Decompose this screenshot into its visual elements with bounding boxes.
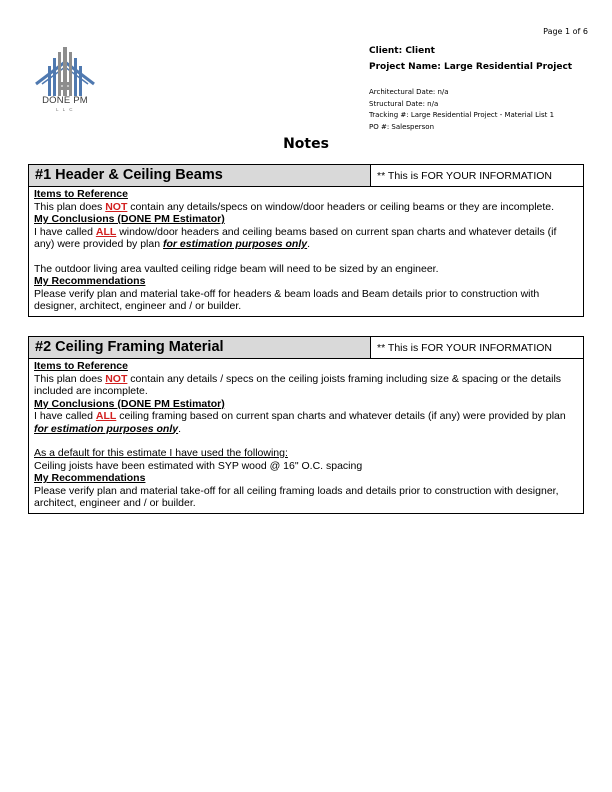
note-section-ceiling-framing (28, 336, 584, 514)
section-header (29, 165, 583, 187)
page-title: Notes (283, 136, 329, 152)
logo-text: DONE PM (42, 95, 88, 106)
conclusions-label: My Conclusions (DONE PM Estimator) (34, 397, 225, 410)
conclusions-text: I have called ALL ceiling framing based on current span charts and whatever details (if any) were provided by plan for estimation purposes only. (34, 410, 566, 435)
not-emphasis: NOT (105, 372, 128, 385)
all-emphasis: ALL (95, 225, 117, 238)
section-body (29, 359, 583, 513)
estimation-emphasis: for estimation purposes only (163, 238, 308, 250)
all-emphasis: ALL (95, 410, 117, 422)
section-title: #1 Header & Ceiling Beams (29, 165, 371, 186)
section-info: ** This is FOR YOUR INFORMATION (377, 342, 553, 354)
conclusions-label: My Conclusions (DONE PM Estimator) (34, 213, 225, 225)
recommendations-label: My Recommendations (34, 472, 146, 484)
note-section-header-beams (28, 164, 584, 317)
page-number: Page 1 of 6 (543, 27, 588, 36)
estimation-emphasis: for estimation purposes only (34, 422, 179, 435)
items-to-reference-label: Items to Reference (34, 360, 128, 372)
project-name: Project Name: Large Residential Project (369, 62, 573, 72)
po-number: PO #: Salesperson (369, 122, 435, 131)
client-name: Client: Client (369, 46, 435, 56)
section-title: #2 Ceiling Framing Material (29, 337, 371, 358)
section-header (29, 337, 583, 359)
logo-subtext: L L C (56, 107, 74, 112)
reference-text: This plan does NOT contain any details / specs on the ceiling joists framing including size & spacing or the details included are incomplete. (34, 372, 562, 397)
recommendations-text: Please verify plan and material take-off for headers & beam loads and Beam details prior to construction with designer, architect, engineer and / or builder. (34, 287, 540, 312)
section-body (29, 187, 583, 316)
reference-text: This plan does NOT contain any details/specs on window/door headers or ceiling beams or they are incomplete. (34, 200, 555, 213)
not-emphasis: NOT (105, 200, 128, 213)
recommendations-label: My Recommendations (34, 275, 146, 287)
conclusions-text: I have called ALL window/door headers and ceiling beams based on current span charts and whatever details (if any) were provided by plan for estimation purposes only. (34, 225, 557, 250)
conclusions-extra-text: The outdoor living area vaulted ceiling ridge beam will need to be sized by an engineer. (34, 262, 439, 275)
done-pm-logo-icon (34, 44, 96, 124)
items-to-reference-label: Items to Reference (34, 188, 128, 200)
tracking-number: Tracking #: Large Residential Project - Material List 1 (369, 111, 555, 119)
architectural-date: Architectural Date: n/a (369, 88, 449, 96)
default-text: Ceiling joists have been estimated with SYP wood @ 16" O.C. spacing (34, 459, 363, 472)
document-header (369, 43, 599, 133)
default-label: As a default for this estimate I have used the following: (34, 447, 288, 459)
recommendations-text: Please verify plan and material take-off for all ceiling framing loads and details prior to construction with designer, architect, engineer and / or builder. (34, 484, 559, 509)
structural-date: Structural Date: n/a (369, 99, 439, 108)
section-info: ** This is FOR YOUR INFORMATION (377, 170, 553, 182)
